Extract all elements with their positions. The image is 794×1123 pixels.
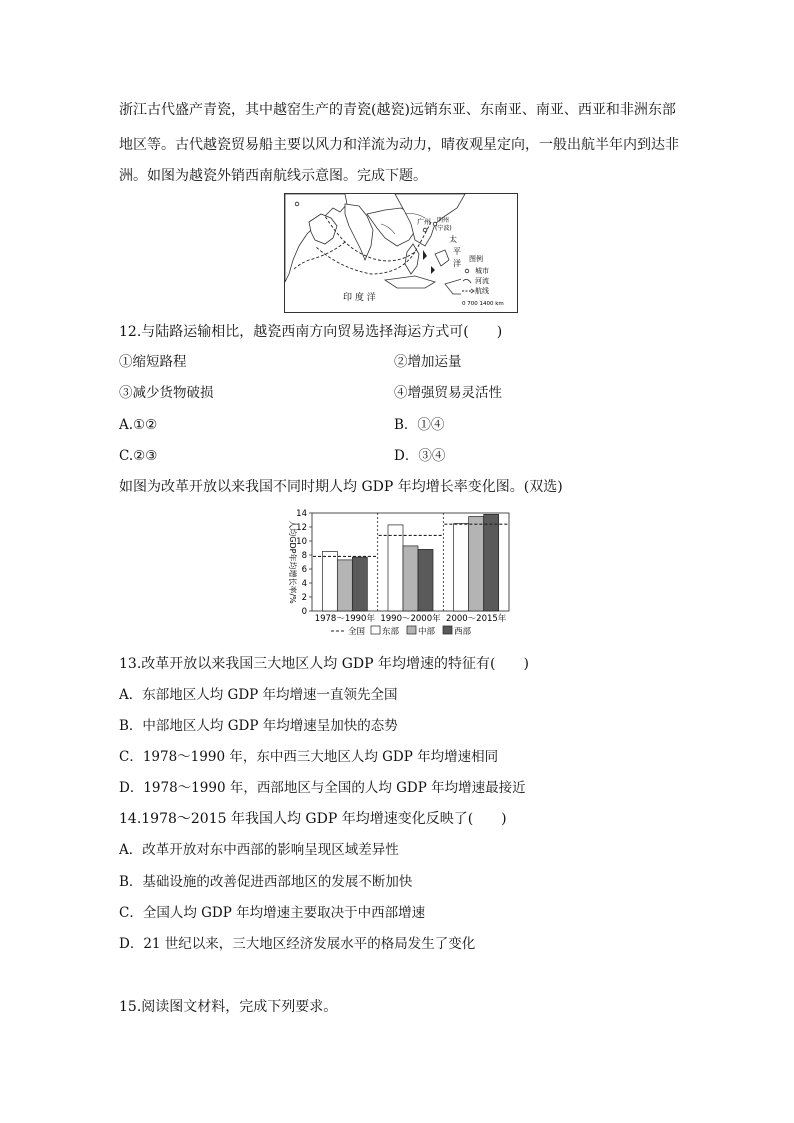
y-tick-label: 2 xyxy=(301,593,307,603)
q13-option-c[interactable]: C．1978～1990 年，东中西三大地区人均 GDP 年均增速相同 xyxy=(119,749,499,765)
legend-swatch-1 xyxy=(371,626,380,634)
bar-1-3 xyxy=(454,524,469,612)
intro-line-3: 洲。如图为越瓷外销西南航线示意图。完成下题。 xyxy=(119,168,427,184)
y-tick-label: 4 xyxy=(301,579,307,589)
map-scale: 0 700 1400 km xyxy=(462,301,504,307)
bar-2-1 xyxy=(337,560,352,611)
q13-option-a[interactable]: A．东部地区人均 GDP 年均增速一直领先全国 xyxy=(119,687,398,703)
q12-option-d[interactable]: D．③④ xyxy=(394,448,446,464)
bar-2-3 xyxy=(469,517,484,612)
legend-swatch-2 xyxy=(407,626,416,634)
q12-stem: 12.与陆路运输相比，越瓷西南方向贸易选择海运方式可( ) xyxy=(119,324,503,340)
category-label: 1990～2000年 xyxy=(380,614,441,624)
legend-swatch-3 xyxy=(443,626,452,634)
bar-1-1 xyxy=(322,552,337,612)
legend-label-2: 中部 xyxy=(418,627,436,637)
legend-title: 图例 xyxy=(469,255,483,263)
q14-option-c[interactable]: C．全国人均 GDP 年均增速主要取决于中西部增速 xyxy=(119,905,426,921)
bar-3-2 xyxy=(418,549,433,611)
y-tick-label: 0 xyxy=(301,607,307,617)
y-axis-label: 人均GDP年均增长率/% xyxy=(288,520,297,604)
legend-route: 航线 xyxy=(475,287,489,295)
q12-item-3: ③减少货物破损 xyxy=(119,385,214,401)
q12-item-4: ④增强贸易灵活性 xyxy=(394,385,502,401)
q13-option-b[interactable]: B．中部地区人均 GDP 年均增速呈加快的态势 xyxy=(119,718,398,734)
q14-option-a[interactable]: A．改革开放对东中西部的影响呈现区域差异性 xyxy=(119,842,399,858)
map-label-ningbo: (宁波) xyxy=(435,225,452,232)
intro-line-1: 浙江古代盛产青瓷，其中越窑生产的青瓷(越瓷)远销东亚、东南亚、南亚、西亚和非洲东部 xyxy=(119,102,676,118)
q14-option-d[interactable]: D．21 世纪以来，三大地区经济发展水平的格局发生了变化 xyxy=(119,936,476,952)
legend-national-label: 全国 xyxy=(348,627,366,637)
y-tick-label: 10 xyxy=(296,537,307,547)
q15-stem: 15.阅读图文材料，完成下列要求。 xyxy=(119,999,338,1015)
gdp-growth-chart xyxy=(283,505,523,642)
map-label-guangzhou: 广州 xyxy=(417,218,431,226)
bar-1-2 xyxy=(388,525,403,611)
bar-3-1 xyxy=(352,557,367,611)
q12-item-1: ①缩短路程 xyxy=(119,354,187,370)
q13-option-d[interactable]: D．1978～1990 年，西部地区与全国的人均 GDP 年均增速最接近 xyxy=(119,780,526,796)
intro-line-2: 地区等。古代越瓷贸易船主要以风力和洋流为动力，晴夜观星定向，一般出航半年内到达非 xyxy=(119,137,679,153)
category-label: 1978～1990年 xyxy=(314,614,375,624)
map-label-mingzhou: 明州 xyxy=(437,217,450,224)
q13-stem: 13.改革开放以来我国三大地区人均 GDP 年均增速的特征有( ) xyxy=(119,656,529,672)
legend-city: 城市 xyxy=(475,267,489,275)
map-label-indian-ocean: 印 度 洋 xyxy=(343,293,376,303)
legend-label-3: 西部 xyxy=(454,627,472,637)
q12-option-c[interactable]: C.②③ xyxy=(119,448,158,464)
chart-intro: 如图为改革开放以来我国不同时期人均 GDP 年均增长率变化图。(双选) xyxy=(119,479,563,495)
map-label-pacific-2: 平 xyxy=(453,247,461,256)
y-tick-label: 6 xyxy=(301,565,307,575)
q12-option-b[interactable]: B．①④ xyxy=(394,417,445,433)
q12-item-2: ②增加运量 xyxy=(394,354,462,370)
trade-route-map xyxy=(284,193,518,313)
bar-2-2 xyxy=(403,546,418,611)
category-label: 2000～2015年 xyxy=(446,614,507,624)
y-tick-label: 8 xyxy=(301,551,307,561)
bar-3-3 xyxy=(484,514,499,611)
map-label-pacific-1: 太 xyxy=(449,235,457,244)
chart-svg xyxy=(283,505,523,642)
legend-river: 河流 xyxy=(475,277,489,285)
y-tick-label: 12 xyxy=(296,523,307,533)
q14-stem: 14.1978～2015 年我国人均 GDP 年均增速变化反映了( ) xyxy=(119,811,507,827)
q12-option-a[interactable]: A.①② xyxy=(119,417,158,433)
map-graphic xyxy=(285,194,517,312)
legend-label-1: 东部 xyxy=(382,627,400,637)
map-label-pacific-3: 洋 xyxy=(453,259,461,268)
y-tick-label: 14 xyxy=(296,509,307,519)
q14-option-b[interactable]: B．基础设施的改善促进西部地区的发展不断加快 xyxy=(119,874,413,890)
